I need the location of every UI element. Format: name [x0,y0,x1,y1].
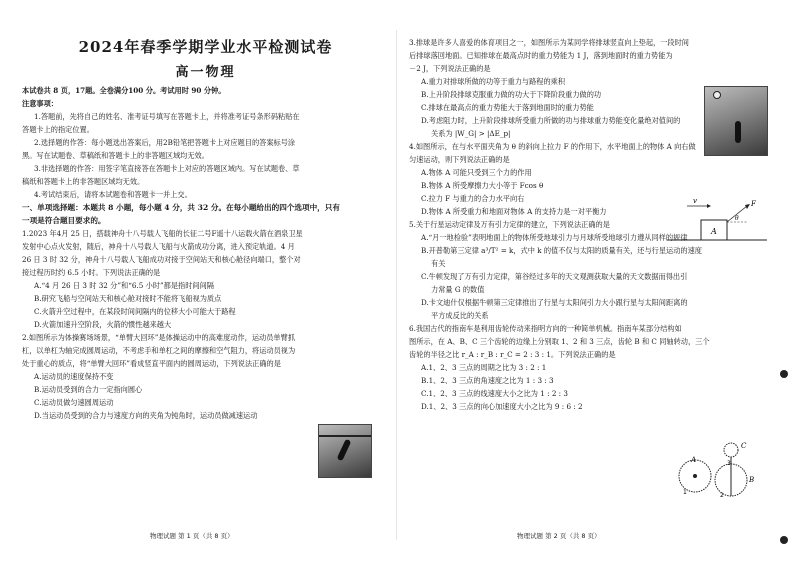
block-label: A [711,227,717,236]
point-2-label: 2 [720,492,724,498]
block-force-diagram [667,196,767,246]
gear-diagram [665,436,765,498]
question-1-stem: 发射中心点火发射，随后，神舟十八号载人飞船与火箭成功分离，进入预定轨道。4 月 [22,242,295,251]
notice-line: 稿纸和答题卡上的非答题区域均无效。 [22,177,145,186]
page-divider [396,30,397,540]
question-1-option-d: D.火箭加速升空阶段，火箭的惯性越来越大 [34,320,172,329]
question-5-option-d: D.卡文迪什仅根据牛顿第三定律推出了行星与太阳间引力大小跟行星与太阳间距离的 [421,298,688,307]
question-6-option-b: B.1、2、3 三点的角速度之比为 1 : 3 : 3 [421,376,554,385]
question-2-option-d: D.当运动员受到的合力与速度方向的夹角为钝角时，运动员做减速运动 [34,411,258,420]
question-1-stem: 26 日 3 时 32 分，神舟十八号载人飞船成功对接于空间站天和核心舱径向端口，整个对 [22,255,301,264]
gymnast-photo [318,424,372,478]
question-5-option-a: A.“月一地检验”表明地面上的物体所受地球引力与月球所受地球引力遵从同样的规律 [421,233,688,242]
question-6-stem: 图所示，在 A、B、C 三个齿轮的边缘上分别取 1、2 和 3 三点，齿轮 B 和 C 同轴转动，三个 [409,337,710,346]
question-6-option-a: A.1、2、3 三点的周期之比为 3 : 2 : 1 [421,363,547,372]
section-1-heading-cont: 一项是符合题目要求的。 [22,216,106,225]
notice-line: 2.选择题的作答：每小题选出答案后，用2B铅笔把答题卡上对应题目的答案标号涂 [34,138,296,147]
gear-c [724,443,738,457]
notice-heading: 注意事项： [22,99,58,108]
question-2-stem: 2.如图所示为体操赛场场景，“单臂大回环”是体操运动中的高难度动作，运动员单臂抓 [22,333,295,342]
question-5-option-d-cont: 平方成反比的关系 [431,311,489,320]
point-3-label: 3 [727,460,731,467]
volleyball-photo [704,86,768,156]
notice-line: 1.答题前，先将自己的姓名、准考证号填写在答题卡上，并将准考证号条形码粘贴在 [34,112,300,121]
notice-line: 3.非选择题的作答：用签字笔直接答在答题卡上对应的答题区域内。写在试题卷、草 [34,164,300,173]
question-3-option-a: A.重力对排球所做的功等于重力与路程的乘积 [421,77,566,86]
question-3-stem: 后排球落回地面。已知排球在最高点时的重力势能为 1 J，落到地面时的重力势能为 [409,51,673,60]
notice-line: 4.考试结束后，请将本试题卷和答题卡一并上交。 [34,190,192,199]
exam-intro: 本试卷共 8 页，17题。全卷满分100 分。考试用时 90 分钟。 [22,86,226,95]
binding-dot-icon [780,370,788,378]
exam-subtitle: 高一物理 [175,65,236,80]
section-1-heading: 一、单项选择题：本题共 8 小题，每小题 4 分，共 32 分。在每小题给出的四个选项中，只有 [22,203,340,212]
question-4-option-a: A.物体 A 可能只受到三个力的作用 [421,168,532,177]
question-4-option-d: D.物体 A 所受重力和地面对物体 A 的支持力是一对平衡力 [421,207,607,216]
player-figure-icon [735,121,741,143]
gear-b-label: B [749,476,755,484]
bar-icon [319,435,371,437]
velocity-arrowhead-icon [707,204,711,208]
point-1-label: 1 [683,489,687,496]
question-5-option-c: C.牛顿发现了万有引力定律，第谷经过多年的天文观测获取大量的天文数据而得出引 [421,272,688,281]
question-2-option-a: A.运动员的速度保持不变 [34,372,114,381]
question-3-option-b: B.上升阶段排球克服重力做的功大于下降阶段重力做的功 [421,90,602,99]
question-4-stem: 4.如图所示，在与水平面夹角为 θ 的斜向上拉力 F 的作用下，水平地面上的物体 A 向右做 [409,142,696,151]
question-3-option-d: D.考虑阻力时，上升阶段排球所受重力所做的功与排球重力势能变化量绝对值间的 [421,116,681,125]
notice-line: 答题卡上的指定位置。 [22,125,94,134]
question-5-option-b-cont: 有关 [431,259,446,268]
page-1-footer: 物理试题 第 1 页（共 8 页） [150,532,234,540]
question-2-option-b: B.运动员受到的合力一定指向圆心 [34,385,143,394]
velocity-label: v [693,197,697,205]
question-4-option-c: C.拉力 F 与重力的合力水平向右 [421,194,525,203]
force-label: F [751,200,756,208]
gear-a-label: A [691,456,697,464]
question-3-option-d-cont: 关系为 |W_G| > |ΔE_p| [431,129,511,138]
question-4-stem: 匀速运动，则下列说法正确的是 [409,155,510,164]
question-6-option-c: C.1、2、3 三点的线速度大小之比为 1 : 2 : 3 [421,389,568,398]
question-5-stem: 5.关于行星运动定律及万有引力定律的建立，下列说法正确的是 [409,220,610,229]
question-4-option-b: B.物体 A 所受摩擦力大小等于 Fcos θ [421,181,544,190]
theta-label: θ [735,215,739,222]
question-5-option-b: B.开普勒第三定律 a³/T² = k，式中 k 的值不仅与太阳的质量有关，还与行星运动的速度 [421,246,702,255]
question-3-stem: 3.排球是许多人喜爱的体育项目之一，如图所示为某同学将排球竖直向上垫起，一段时间 [409,38,689,47]
page-2-footer: 物理试题 第 2 页（共 8 页） [517,532,601,540]
question-1-option-c: C.火箭升空过程中，在某段时间间隔内的位移大小可能大于路程 [34,307,236,316]
notice-line: 黑。写在试题卷、草稿纸和答题卡上的非答题区域均无效。 [22,151,209,160]
force-arrowhead-icon [745,204,750,209]
question-1-stem: 1.2023 年4月 25 日，搭载神舟十八号载人飞船的长征二号F遥十八运载火箭在酒泉卫星 [22,229,303,238]
binding-dot-icon [780,536,788,544]
gear-c-label: C [741,442,747,450]
question-2-stem: 杠，以单杠为轴完成圆周运动，不考虑手和单杠之间的摩擦和空气阻力，将运动员视为 [22,346,296,355]
question-2-stem: 处于重心的质点，将“单臂大回环”看成竖直平面内的圆周运动，下列说法正确的是 [22,359,281,368]
exam-title: 2024年春季学期学业水平检测试卷 [78,38,333,56]
question-6-stem: 6.我国古代的指南车是利用齿轮传动来指明方向的一种简单机械。指南车某部分结构如 [409,324,682,333]
question-6-option-d: D.1、2、3 三点的向心加速度大小之比为 9 : 6 : 2 [421,402,583,411]
page-2 [397,0,794,562]
question-2-option-c: C.运动员做匀速圆周运动 [34,398,114,407]
question-6-stem: 齿轮的半径之比 r_A : r_B : r_C = 2 : 3 : 1。下列说法正确的是 [409,350,616,359]
question-1-stem: 接过程历时约 6.5 小时。下列说法正确的是 [22,268,161,277]
gymnast-figure-icon [337,439,352,461]
question-3-option-c: C.排球在最高点的重力势能大于落到地面时的重力势能 [421,103,594,112]
question-1-option-b: B.研究飞船与空间站天和核心舱对接时不能将飞船视为质点 [34,294,222,303]
question-1-option-a: A.“4 月 26 日 3 时 32 分”和“6.5 小时”都是指时间间隔 [34,281,214,290]
gear-a-axle [693,474,697,478]
question-5-option-c-cont: 力常量 G 的数值 [431,285,485,294]
volleyball-icon [713,91,721,99]
question-3-stem: －2 J，下列说法正确的是 [409,64,491,73]
